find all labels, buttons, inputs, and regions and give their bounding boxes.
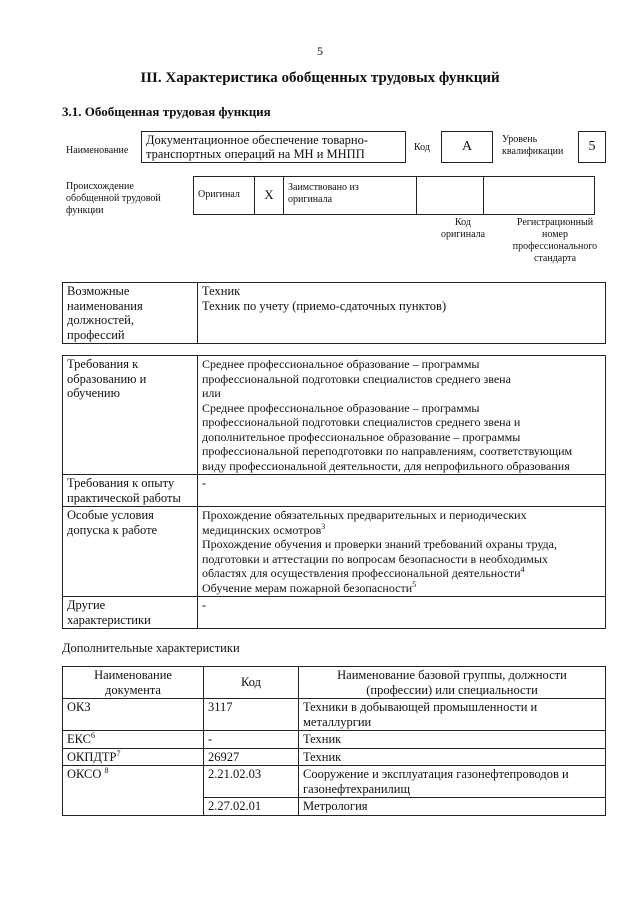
special-value-line-1: Прохождение обязательных предварительных и периодических: [202, 508, 527, 522]
special-label: [63, 507, 198, 597]
reg-number-cell: [484, 177, 595, 215]
requirements-table: [62, 355, 606, 629]
row-doc-text: ОКСО: [67, 767, 105, 781]
experience-value: -: [198, 475, 606, 507]
requirement-row-special: [63, 507, 606, 597]
row-name: [299, 766, 606, 798]
other-label: [63, 597, 198, 629]
table-row: [63, 699, 606, 731]
name-label: Наименование: [66, 145, 129, 156]
row-name: Техник: [299, 731, 606, 749]
positions-label-line-3: должностей,: [67, 313, 134, 327]
origin-label-line-3: функции: [66, 205, 104, 216]
row-name: Техник: [299, 748, 606, 766]
page-number: 5: [317, 44, 323, 58]
positions-value: [198, 283, 606, 344]
reg-caption: [500, 217, 610, 265]
education-value-line-1: Среднее профессиональное образование – программы: [202, 357, 480, 371]
row-name: Метрология: [299, 798, 606, 816]
row-code: 2.21.02.03: [204, 766, 299, 798]
origin-label-line-1: Происхождение: [66, 181, 134, 192]
row-doc: ОКЗ: [63, 699, 204, 731]
col-name-header: [299, 667, 606, 699]
name-value-box: [141, 131, 406, 163]
origin-label: [66, 181, 161, 217]
special-value-line-5: [202, 566, 601, 581]
requirement-row-other: [63, 597, 606, 629]
section-title: III. Характеристика обобщенных трудовых функций: [140, 70, 500, 86]
row-doc: [63, 766, 204, 816]
additional-table: [62, 666, 606, 816]
col-name-header-line-2: (профессии) или специальности: [366, 682, 538, 697]
education-label-line-3: обучению: [67, 386, 120, 400]
footnote-3: 3: [321, 521, 326, 531]
reg-caption-line-2: номер: [542, 229, 568, 240]
reg-caption-line-3: профессионального: [512, 241, 598, 252]
special-value: [198, 507, 606, 597]
row-code: 3117: [204, 699, 299, 731]
positions-label: [63, 283, 198, 344]
table-row: [63, 748, 606, 766]
col-code-header: Код: [204, 667, 299, 699]
positions-label-line-2: наименования: [67, 298, 143, 313]
positions-value-line-2: Техник по учету (приемо-сдаточных пунктов): [202, 298, 447, 313]
footnote-7: 7: [116, 748, 121, 758]
experience-label: [63, 475, 198, 507]
education-value-line-3: или: [202, 386, 221, 400]
borrowed-label-line-1: Заимствовано из: [288, 182, 359, 193]
other-label-line-2: характеристики: [67, 612, 151, 627]
education-value-line-8: виду профессиональной деятельности, для непрофильного образования: [202, 458, 570, 473]
code-caption: [428, 217, 498, 241]
education-value-line-6: дополнительное профессиональное образование – программы: [202, 429, 521, 444]
footnote-8: 8: [104, 765, 109, 775]
col-doc-header-line-2: документа: [105, 682, 161, 697]
education-value: [198, 356, 606, 475]
row-doc: [63, 748, 204, 766]
education-label: [63, 356, 198, 475]
other-label-line-1: Другие: [67, 598, 106, 612]
additional-header-row: [63, 667, 606, 699]
row-doc: [63, 731, 204, 749]
name-value-line-2: транспортных операций на МН и МНПП: [146, 147, 365, 161]
special-value-line-5-text: областях для осуществления профессиональной деятельности: [202, 566, 521, 580]
education-value-line-4: Среднее профессиональное образование – программы: [202, 400, 480, 415]
row-name-line-1: Сооружение и эксплуатация газонефтепроводов и: [303, 767, 569, 781]
special-value-line-2: [202, 523, 601, 538]
borrowed-label: [284, 177, 417, 215]
special-label-line-2: допуска к работе: [67, 522, 158, 537]
table-row: [63, 731, 606, 749]
reg-caption-line-4: стандарта: [533, 253, 577, 264]
level-value: 5: [578, 131, 606, 163]
education-value-line-7: профессиональной переподготовки по направлениям, соответствующим: [202, 444, 573, 458]
requirement-row-experience: [63, 475, 606, 507]
origin-table: [193, 176, 595, 215]
row-name: [299, 699, 606, 731]
special-label-line-1: Особые условия: [67, 508, 154, 522]
code-label: Код: [414, 142, 430, 153]
col-doc-header-line-1: Наименование: [94, 668, 172, 682]
original-code-cell: [417, 177, 484, 215]
table-row: [63, 766, 606, 798]
row-doc-text: ОКПДТР: [67, 749, 117, 764]
row-code: -: [204, 731, 299, 749]
special-value-line-6: [202, 581, 601, 596]
row-name-line-2: газонефтехранилищ: [303, 781, 411, 796]
positions-value-line-1: Техник: [202, 284, 241, 298]
col-name-header-line-1: Наименование базовой группы, должности: [337, 668, 567, 682]
name-value-line-1: Документационное обеспечение товарно-: [146, 133, 369, 147]
code-caption-line-2: оригинала: [440, 229, 486, 240]
education-label-line-1: Требования к: [67, 357, 139, 371]
code-value: А: [441, 131, 493, 163]
row-code: 2.27.02.01: [204, 798, 299, 816]
level-label: [502, 134, 563, 158]
experience-label-line-1: Требования к опыту: [67, 476, 175, 490]
requirement-row-education: [63, 356, 606, 475]
education-value-line-2: профессиональной подготовки специалистов среднего звена: [202, 371, 511, 386]
original-label: Оригинал: [194, 177, 255, 215]
special-value-line-2-text: медицинских осмотров: [202, 522, 322, 537]
positions-label-line-4: профессий: [67, 327, 125, 342]
origin-label-line-2: обобщенной трудовой: [66, 193, 161, 204]
special-value-line-4: подготовки и аттестации по вопросам безопасности в необходимых: [202, 551, 548, 566]
borrowed-label-line-2: оригинала: [288, 194, 333, 205]
footnote-4: 4: [520, 565, 525, 574]
level-label-line-1: Уровень: [502, 134, 538, 145]
subsection-title: 3.1. Обобщенная трудовая функция: [62, 104, 271, 119]
level-label-line-2: квалификации: [502, 146, 564, 157]
code-caption-line-1: Код: [455, 217, 471, 228]
special-value-line-6-text: Обучение мерам пожарной безопасности: [202, 580, 413, 595]
row-name-line-2: металлургии: [303, 714, 372, 729]
original-mark: Х: [255, 177, 284, 215]
row-name-line-1: Техники в добывающей промышленности и: [303, 700, 538, 714]
other-value: -: [198, 597, 606, 629]
education-label-line-2: образованию и: [67, 371, 147, 386]
positions-table: [62, 282, 606, 344]
experience-label-line-2: практической работы: [67, 490, 181, 505]
reg-caption-line-1: Регистрационный: [516, 217, 594, 228]
footnote-5: 5: [412, 579, 417, 589]
education-value-line-5: профессиональной подготовки специалистов среднего звена и: [202, 415, 521, 429]
additional-heading: Дополнительные характеристики: [62, 641, 240, 655]
row-code: 26927: [204, 748, 299, 766]
special-value-line-3: Прохождение обучения и проверки знаний требований охраны труда,: [202, 537, 557, 551]
row-doc-text: ЕКС: [67, 732, 91, 746]
col-doc-header: [63, 667, 204, 699]
footnote-6: 6: [91, 730, 95, 740]
positions-label-line-1: Возможные: [67, 284, 130, 298]
